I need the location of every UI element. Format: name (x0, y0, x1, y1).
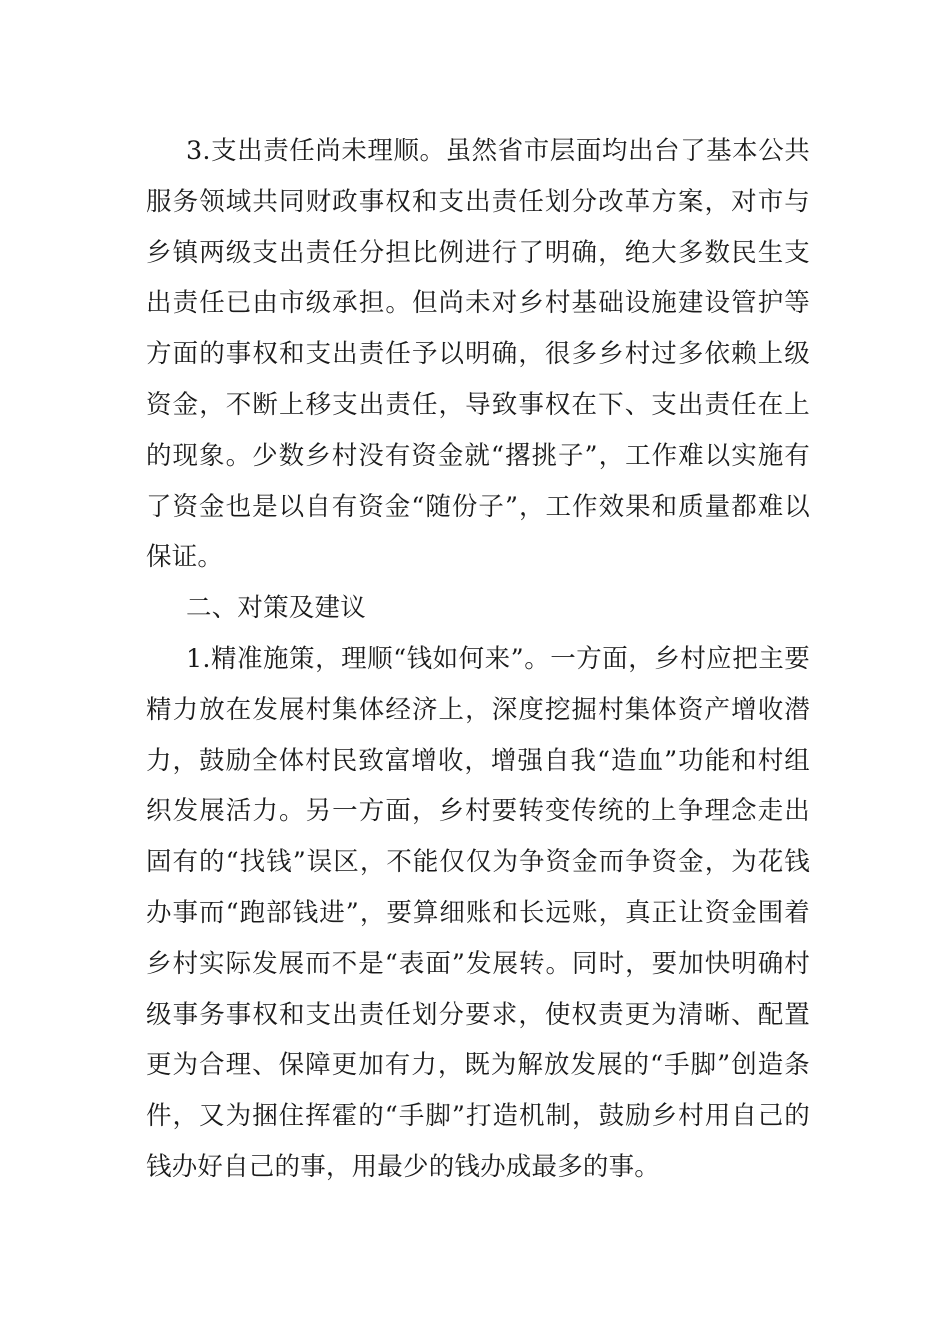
document-body (146, 126, 810, 1193)
section-heading: 二、对策及建议 (186, 593, 366, 624)
paragraph-precise-policy: 1.精准施策，理顺“钱如何来”。一方面，乡村应把主要精力放在发展村集体经济上，深度挖掘村集体资产增收潜力，鼓励全体村民致富增收，增强自我“造血”功能和村组织发展活力。另一方面，乡村要转变传统的上争理念走出固有的“找钱”误区，不能仅仅为争资金而争资金，为花钱办事而“跑部钱进”，要算细账和长远账，真正让资金围着乡村实际发展而不是“表面”发展转。同时，要加快明确村级事务事权和支出责任划分要求，使权责更为清晰、配置更为合理、保障更加有力，既为解放发展的“手脚”创造条件，又为捆住挥霍的“手脚”打造机制，鼓励乡村用自己的钱办好自己的事，用最少的钱办成最多的事。 (146, 643, 810, 1182)
paragraph-expenditure-responsibility: 3.支出责任尚未理顺。虽然省市层面均出台了基本公共服务领域共同财政事权和支出责任划分改革方案，对市与乡镇两级支出责任分担比例进行了明确，绝大多数民生支出责任已由市级承担。但尚未对乡村基础设施建设管护等方面的事权和支出责任予以明确，很多乡村过多依赖上级资金，不断上移支出责任，导致事权在下、支出责任在上的现象。少数乡村没有资金就“撂挑子”，工作难以实施有了资金也是以自有资金“随份子”，工作效果和质量都难以保证。 (146, 136, 810, 573)
